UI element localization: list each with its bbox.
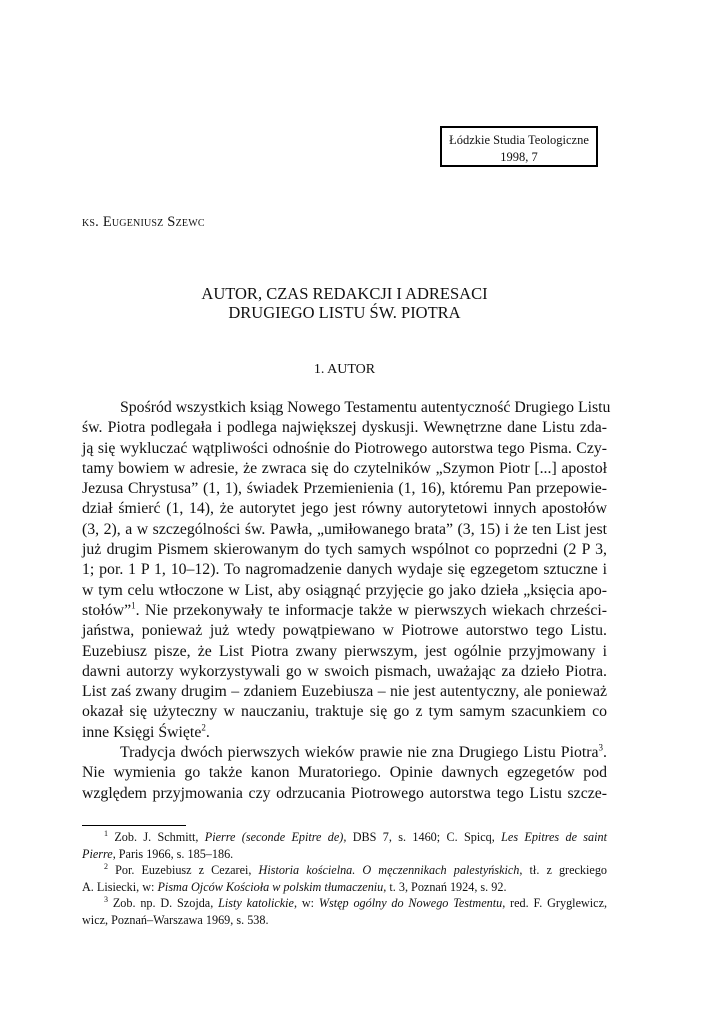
footnote-line [82,846,607,863]
footnote-separator [82,825,186,826]
body-line: (3, 2), a w szczególności św. Pawła, „umiłowanego brata” (3, 15) i że ten List jest [82,520,607,538]
section-heading: 1. AUTOR [313,362,376,377]
footnote-text: Zob. J. Schmitt, [114,830,205,844]
footnote-ref[interactable]: 3 [598,742,604,753]
footnote-title: Pisma Ojców Kościoła w polskim tłumaczeniu [157,879,384,894]
footnote-text: , w: [293,896,319,911]
body-fragment: Tradycja dwóch pierwszych wieków prawie nie zna Drugiego Listu Piotra [120,744,599,762]
body-line: jaństwa, ponieważ już wtedy powątpiewano w Piotrowe autorstwo tego Listu. [82,622,607,640]
body-line: dział śmierć (1, 14), że autorytet jego jest równy autorytetowi innych apostołów [82,500,607,518]
body-line: Jezusa Chrystusa” (1, 1), świadek Przemienienia (1, 16), któremu Pan przepowie- [82,480,607,498]
footnote-text: , tł. z greckiego [519,863,608,878]
footnote-title: Historia kościelna. O męczennikach palestyńskich [258,863,520,878]
body-line: okazał się użyteczny w nauczaniu, traktuje się go z tym samym szacunkiem co [82,703,607,721]
footnote-line [82,895,607,912]
footnote-text: A. Lisiecki, w: [82,879,158,894]
footnote-line: wicz, Poznań–Warszawa 1969, s. 538. [82,912,269,927]
footnote-title: Wstęp ogólny do Nowego Testmentu [318,896,503,911]
body-line: tamy bowiem w adresie, że zwraca się do czytelników „Szymon Piotr [...] apostoł [82,459,607,477]
body-fragment: inne Księgi Święte [82,723,202,741]
footnote-number: 2 [104,862,108,872]
body-line [82,601,607,621]
footnote-text: , red. F. Gryglewicz, [502,896,608,911]
author-name: ks. Eugeniusz Szewc [82,214,205,230]
body-line: ją się wykluczać wątpliwości odnośnie do Piotrowego autorstwa tego Pisma. Czy- [82,439,607,457]
body-fragment: . [205,723,210,741]
body-line: Spośród wszystkich ksiąg Nowego Testamentu autentyczność Drugiego Listu [120,399,611,416]
journal-issue: 1998, 7 [500,150,538,164]
footnote-title: Pierre (seconde Epitre de), [204,830,347,844]
body-fragment: . [603,744,607,762]
body-line: w tym celu wtłoczone w List, aby osiągnąć przyjęcie go jako dzieła „księcia apo- [82,581,607,599]
footnote-text: Zob. np. D. Szojda, [112,896,219,911]
footnote-number: 3 [104,895,108,905]
footnote-title: Les Epitres de saint [501,830,608,844]
footnote-ref[interactable]: 1 [131,600,136,611]
footnote-line [82,829,607,846]
footnote-title: Listy katolickie [218,896,294,911]
body-line [82,743,607,763]
body-line: Euzebiusz pisze, że List Piotra zwany pierwszym, jest ogólnie przyjmowany i [82,642,607,660]
body-line: dawni autorzy wykorzystywali go w swoich pismach, uważając za dzieło Piotra. [82,662,607,680]
footnote-title: Pierre [82,846,113,861]
article-title-line-1: AUTOR, CZAS REDAKCJI I ADRESACI [201,284,488,303]
footnote-number: 1 [104,828,108,838]
article-title-line-2: DRUGIEGO LISTU ŚW. PIOTRA [228,303,461,322]
footnote-text: DBS 7, s. 1460; C. Spicq, [346,830,502,844]
body-line: już drugim Pismem skierowanym do tych samych wspólnot co poprzedni (2 P 3, [82,541,607,559]
body-line: Nie wymienia go także kanon Muratoriego. Opinie dawnych egzegetów pod [82,764,607,782]
footnote-line [82,862,607,879]
body-line: List zaś zwany drugim – zdaniem Euzebiusza – nie jest autentyczny, ale ponieważ [82,683,607,701]
body-fragment: stołów” [82,601,132,619]
footnote-text: Por. Euzebiusz z Cezarei, [115,863,259,878]
body-line: względem przyjmowania czy odrzucania Piotrowego autorstwa tego Listu szcze- [82,784,607,802]
journal-box [440,126,598,167]
footnotes [82,829,607,929]
journal-name: Łódzkie Studia Teologiczne [449,133,589,147]
body-line: 1; por. 1 P 1, 10–12). To nagromadzenie danych wydaje się egzegetom sztuczne i [82,561,607,579]
body-fragment: . Nie przekonywały te informacje także w pierwszych wiekach chrześci- [135,601,607,619]
footnote-line [82,879,607,896]
footnote-text: , Paris 1966, s. 185–186. [112,846,234,861]
footnote-text: , t. 3, Poznań 1924, s. 92. [383,879,507,894]
footnote-ref[interactable]: 2 [201,722,206,733]
body-line [82,723,607,743]
body-line: św. Piotra podlegała i podlega największej dyskusji. Wewnętrzne dane Listu zda- [82,419,607,437]
body-text [82,398,611,804]
